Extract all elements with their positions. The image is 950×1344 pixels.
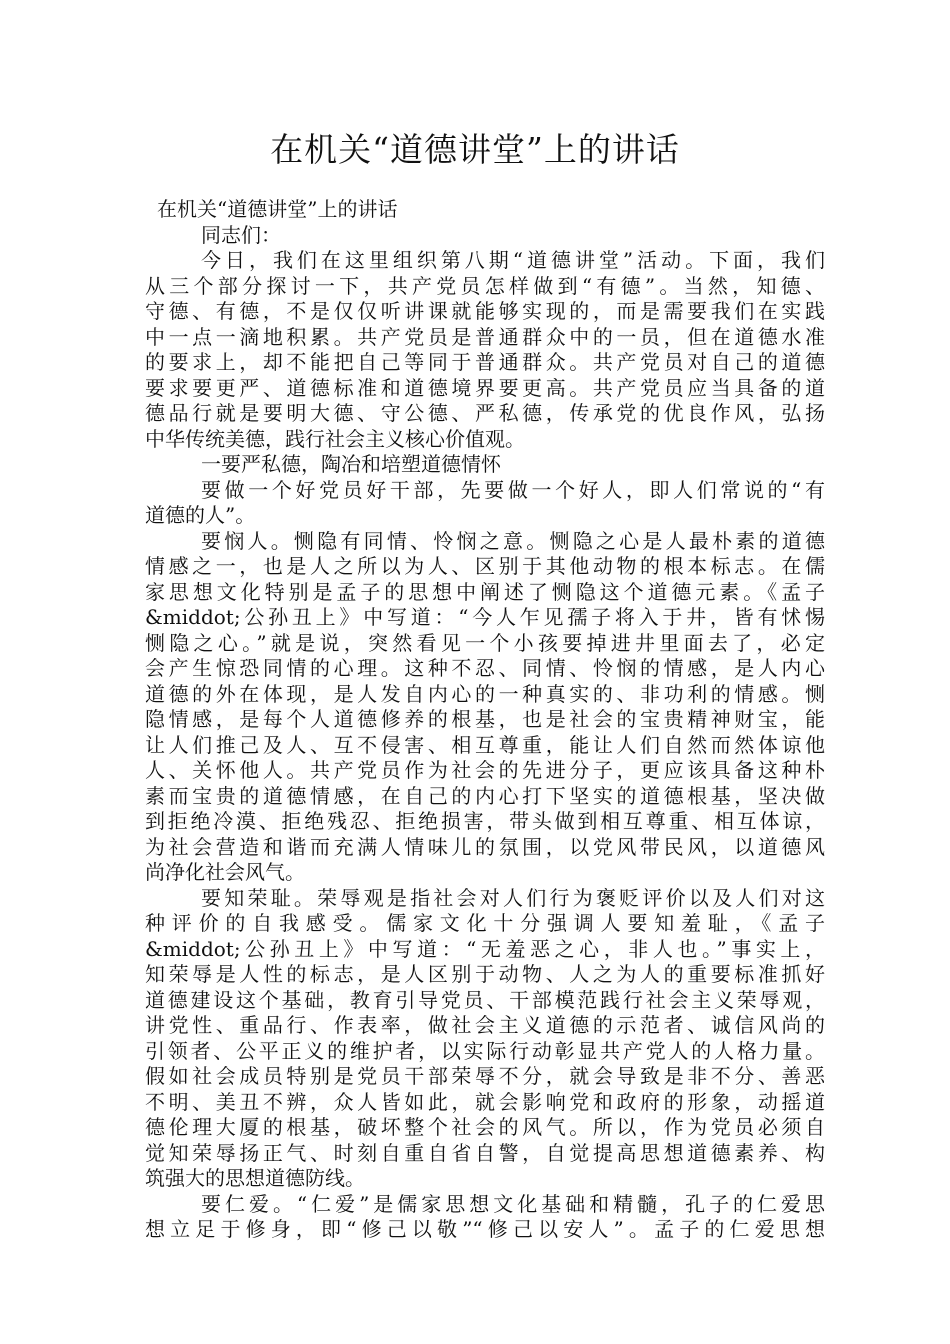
text-line: 在机关“道德讲堂”上的讲话 <box>157 197 398 221</box>
text-line: 隐情感，是每个人道德修养的根基，也是社会的宝贵精神财宝，能 <box>145 707 825 731</box>
document-title: 在机关“道德讲堂”上的讲话 <box>270 130 680 169</box>
text-line: 觉知荣辱扬正气、时刻自重自省自警，自觉提高思想道德素养、构 <box>145 1140 825 1165</box>
text-line: 一要严私德，陶冶和培塑道德情怀 <box>201 452 501 476</box>
text-line: 人、关怀他人。共产党员作为社会的先进分子，更应该具备这种朴 <box>145 758 825 782</box>
text-line: 不明、美丑不辨，众人皆如此，就会影响党和政府的形象，动摇道 <box>145 1089 825 1114</box>
text-line: 中华传统美德，践行社会主义核心价值观。 <box>145 426 525 451</box>
text-line: &middot;公孙丑上》中写道：“今人乍见孺子将入于井，皆有怵惕 <box>145 605 825 629</box>
text-line: 想立足于修身，即“修己以敬”“修己以安人”。孟子的仁爱思想 <box>145 1217 825 1241</box>
text-line: 同志们： <box>201 222 281 247</box>
text-line: &middot;公孙丑上》中写道：“无羞恶之心，非人也。”事实上， <box>145 936 825 961</box>
text-line: 让人们推己及人、互不侵害、相互尊重，能让人们自然而然体谅他 <box>145 732 825 757</box>
text-line: 要求要更严、道德标准和道德境界要更高。共产党员应当具备的道 <box>145 375 825 400</box>
text-line: 为社会营造和谐而充满人情味儿的氛围，以党风带民风，以道德风 <box>145 834 825 859</box>
text-line: 要做一个好党员好干部，先要做一个好人，即人们常说的“有 <box>201 477 825 502</box>
text-line: 假如社会成员特别是党员干部荣辱不分，就会导致是非不分、善恶 <box>145 1064 825 1088</box>
text-line: 到拒绝冷漠、拒绝残忍、拒绝损害，带头做到相互尊重、相互体谅， <box>145 809 825 833</box>
text-line: 德品行就是要明大德、守公德、严私德，传承党的优良作风，弘扬 <box>145 401 825 425</box>
text-line: 会产生惊恐同情的心理。这种不忍、同情、怜悯的情感，是人内心 <box>145 656 825 680</box>
text-line: 要仁爱。“仁爱”是儒家思想文化基础和精髓，孔子的仁爱思 <box>201 1191 825 1216</box>
text-line: 要知荣耻。荣辱观是指社会对人们行为褒贬评价以及人们对这 <box>201 885 825 910</box>
text-line: 今日，我们在这里组织第八期“道德讲堂”活动。下面，我们 <box>201 248 825 272</box>
text-line: 从三个部分探讨一下，共产党员怎样做到“有德”。当然，知德、 <box>145 273 825 298</box>
text-line: 要悯人。恻隐有同情、怜悯之意。恻隐之心是人最朴素的道德 <box>201 528 825 553</box>
text-line: 筑强大的思想道德防线。 <box>145 1166 365 1190</box>
text-line: 道德的外在体现，是人发自内心的一种真实的、非功利的情感。恻 <box>145 681 825 706</box>
text-line: 引领者、公平正义的维护者，以实际行动彰显共产党人的人格力量。 <box>145 1038 825 1063</box>
text-line: 道德建设这个基础，教育引导党员、干部模范践行社会主义荣辱观， <box>145 987 825 1012</box>
text-line: 种评价的自我感受。儒家文化十分强调人要知羞耻，《孟子 <box>145 911 825 935</box>
text-line: 道德的人”。 <box>145 503 256 527</box>
document-body <box>145 197 825 1243</box>
text-line: 的要求上，却不能把自己等同于普通群众。共产党员对自己的道德 <box>145 350 825 374</box>
text-line: 素而宝贵的道德情感，在自己的内心打下坚实的道德根基，坚决做 <box>145 783 825 808</box>
text-line: 德伦理大厦的根基，破坏整个社会的风气。所以，作为党员必须自 <box>145 1115 825 1139</box>
text-line: 尚净化社会风气。 <box>145 860 305 884</box>
text-line: 讲党性、重品行、作表率，做社会主义道德的示范者、诚信风尚的 <box>145 1013 825 1037</box>
text-line: 恻隐之心。”就是说，突然看见一个小孩要掉进井里面去了，必定 <box>145 630 825 655</box>
text-line: 守德、有德，不是仅仅听讲课就能够实现的，而是需要我们在实践 <box>145 299 825 323</box>
text-line: 情感之一，也是人之所以为人、区别于其他动物的根本标志。在儒 <box>145 554 825 578</box>
text-line: 家思想文化特别是孟子的思想中阐述了恻隐这个道德元素。《孟子 <box>145 579 825 604</box>
text-line: 知荣辱是人性的标志，是人区别于动物、人之为人的重要标准抓好 <box>145 962 825 986</box>
text-line: 中一点一滴地积累。共产党员是普通群众中的一员，但在道德水准 <box>145 324 825 349</box>
